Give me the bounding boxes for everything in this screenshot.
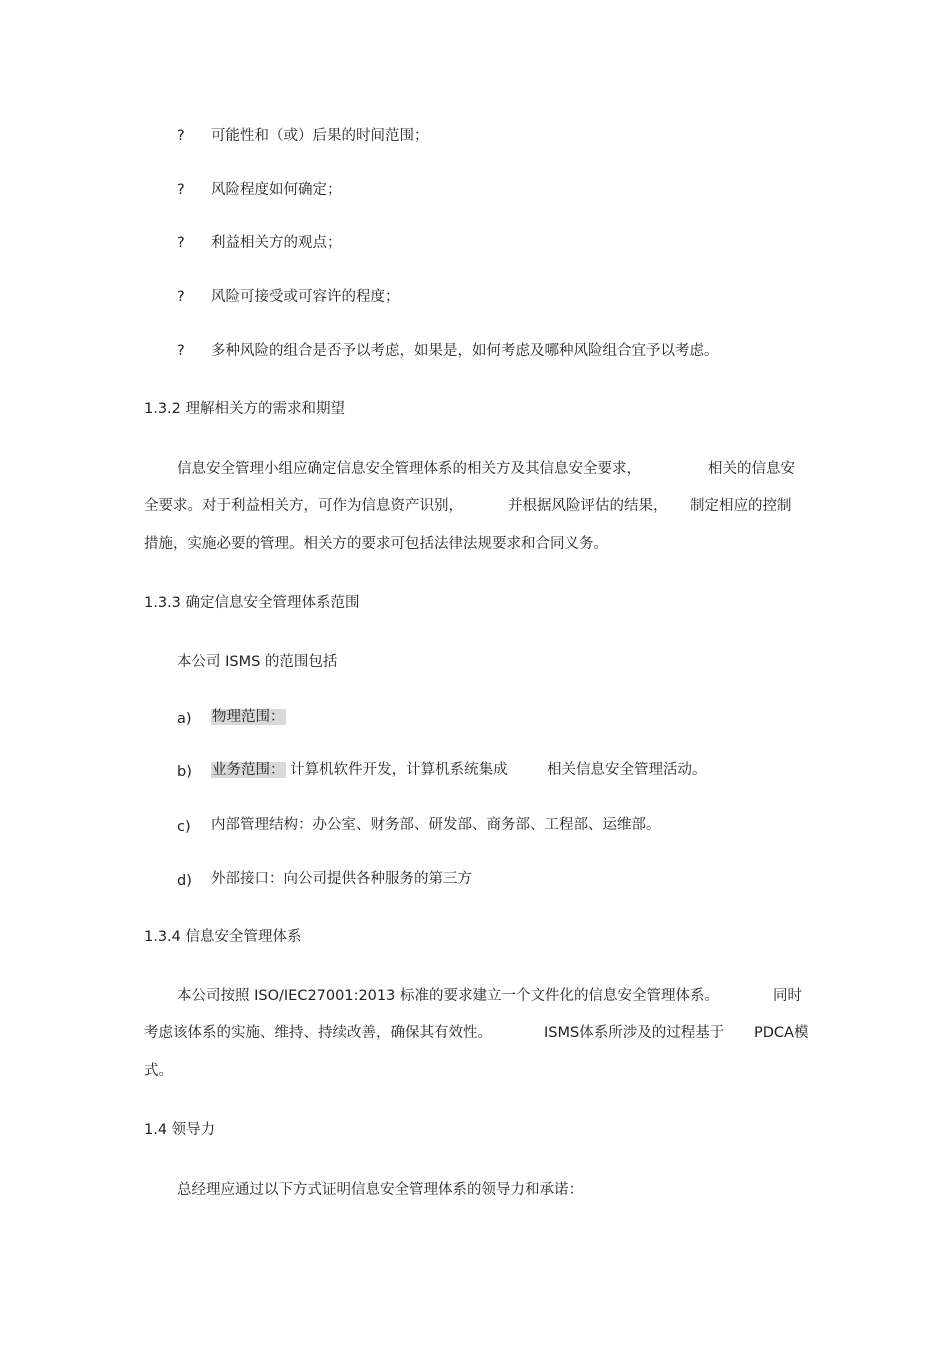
paragraph-text: 信息安全管理小组应确定信息安全管理体系的相关方及其信息安全要求， — [177, 461, 641, 477]
bullet-marker: ? — [177, 289, 185, 305]
section-heading-1-3-2: 1.3.2 理解相关方的需求和期望 — [144, 401, 346, 417]
paragraph-text: 同时 — [773, 988, 802, 1004]
list-item-text: 相关信息安全管理活动。 — [547, 762, 707, 778]
bullet-text: 风险程度如何确定； — [211, 182, 342, 198]
highlighted-label: 业务范围： — [212, 762, 285, 778]
paragraph-text: 制定相应的控制 — [690, 498, 792, 514]
paragraph-text: PDCA模 — [754, 1025, 809, 1041]
list-marker: d) — [177, 873, 192, 889]
bullet-marker: ? — [177, 128, 185, 144]
list-item-b — [211, 761, 508, 779]
list-item-text: 计算机软件开发，计算机系统集成 — [290, 762, 508, 778]
paragraph-text: 全要求。对于利益相关方，可作为信息资产识别， — [144, 498, 463, 514]
list-marker: c) — [177, 819, 191, 835]
bullet-marker: ? — [177, 343, 185, 359]
highlighted-label: 物理范围： — [212, 709, 285, 725]
bullet-text: 可能性和（或）后果的时间范围； — [211, 128, 429, 144]
bullet-text: 利益相关方的观点； — [211, 235, 342, 251]
paragraph-text: 总经理应通过以下方式证明信息安全管理体系的领导力和承诺： — [177, 1182, 583, 1198]
section-heading-1-3-3: 1.3.3 确定信息安全管理体系范围 — [144, 595, 360, 611]
section-heading-1-3-4: 1.3.4 信息安全管理体系 — [144, 929, 302, 945]
bullet-marker: ? — [177, 235, 185, 251]
section-heading-1-4: 1.4 领导力 — [144, 1122, 216, 1138]
list-item-d: 外部接口：向公司提供各种服务的第三方 — [211, 871, 472, 887]
paragraph-text: 式。 — [144, 1063, 173, 1079]
bullet-text: 多种风险的组合是否予以考虑，如果是，如何考虑及哪种风险组合宜予以考虑。 — [211, 343, 719, 359]
paragraph-text: ISMS体系所涉及的过程基于 — [544, 1025, 725, 1041]
list-marker: b) — [177, 764, 192, 780]
paragraph-text: 措施，实施必要的管理。相关方的要求可包括法律法规要求和合同义务。 — [144, 536, 608, 552]
paragraph-text: 本公司按照 ISO/IEC27001:2013 标准的要求建立一个文件化的信息安全管理体系。 — [177, 988, 719, 1004]
paragraph-text: 相关的信息安 — [708, 461, 795, 477]
scope-intro: 本公司 ISMS 的范围包括 — [177, 654, 338, 670]
list-item-a — [211, 708, 286, 726]
bullet-text: 风险可接受或可容许的程度； — [211, 289, 400, 305]
paragraph-text: 并根据风险评估的结果， — [508, 498, 668, 514]
paragraph-text: 考虑该体系的实施、维持、持续改善，确保其有效性。 — [144, 1025, 492, 1041]
list-item-c: 内部管理结构：办公室、财务部、研发部、商务部、工程部、运维部。 — [211, 817, 661, 833]
list-marker: a) — [177, 711, 192, 727]
bullet-marker: ? — [177, 182, 185, 198]
